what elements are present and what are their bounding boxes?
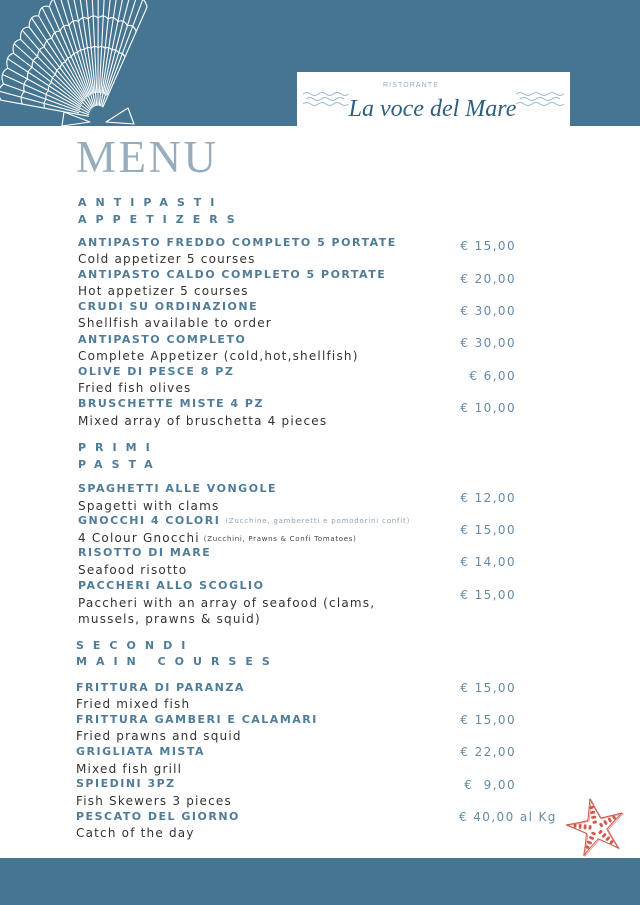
item-description: Complete Appetizer (cold,hot,shellfish) (78, 349, 359, 363)
item-price: € 9,00 (464, 778, 516, 792)
item-name: CRUDI SU ORDINAZIONE (78, 300, 259, 313)
item-description: Hot appetizer 5 courses (78, 284, 249, 298)
item-name: RISOTTO DI MARE (78, 546, 212, 559)
item-name: ANTIPASTO CALDO COMPLETO 5 PORTATE (78, 268, 387, 281)
item-description-note: (Zucchini, Prawns & Confi Tomatoes) (203, 535, 357, 543)
item-price: € 40,00 al Kg (459, 810, 557, 824)
item-description: Seafood risotto (78, 563, 188, 577)
item-price: € 20,00 (460, 272, 516, 286)
restaurant-label: RISTORANTE (383, 82, 439, 89)
item-name: BRUSCHETTE MISTE 4 PZ (78, 397, 264, 410)
section-title-italian: SECONDI (76, 639, 195, 652)
scallop-shell-icon (0, 0, 170, 126)
menu-title: MENU (76, 132, 219, 182)
starfish-icon (560, 794, 632, 858)
item-name: FRITTURA GAMBERI E CALAMARI (76, 713, 318, 726)
section-title-english: PASTA (78, 458, 162, 471)
section-title-english: MAIN COURSES (76, 655, 279, 668)
section-title-italian: PRIMI (78, 441, 159, 454)
item-description: Mixed array of bruschetta 4 pieces (78, 414, 328, 428)
item-name: PACCHERI ALLO SCOGLIO (78, 579, 265, 592)
section-title-italian: ANTIPASTI (78, 196, 224, 209)
item-name: PESCATO DEL GIORNO (76, 810, 240, 823)
item-description: Shellfish available to order (78, 316, 272, 330)
item-name: SPAGHETTI ALLE VONGOLE (78, 482, 278, 495)
item-price: € 15,00 (460, 713, 516, 727)
footer-band (0, 858, 640, 905)
restaurant-name: La voce del Mare (348, 96, 517, 122)
item-name-text: GNOCCHI 4 COLORI (78, 514, 221, 527)
item-description: Paccheri with an array of seafood (clams, mussels, prawns & squid) (78, 596, 376, 626)
item-description: Mixed fish grill (76, 762, 183, 776)
item-description: Fish Skewers 3 pieces (76, 794, 232, 808)
item-description: Spagetti with clams (78, 499, 220, 513)
menu-item (78, 578, 516, 634)
item-name: GRIGLIATA MISTA (76, 745, 205, 758)
item-price: € 22,00 (460, 745, 516, 759)
wave-left-icon (303, 90, 349, 108)
item-price: € 10,00 (460, 401, 516, 415)
item-price: € 6,00 (469, 369, 516, 383)
menu-item (76, 809, 557, 849)
item-description-text: 4 Colour Gnocchi (78, 531, 200, 545)
item-name: SPIEDINI 3PZ (76, 777, 176, 790)
item-name: ANTIPASTO COMPLETO (78, 333, 247, 346)
item-price: € 15,00 (460, 523, 516, 537)
item-description: Catch of the day (76, 826, 195, 840)
menu-item (78, 396, 516, 436)
item-description: Cold appetizer 5 courses (78, 252, 256, 266)
item-name: ANTIPASTO FREDDO COMPLETO 5 PORTATE (78, 236, 397, 249)
restaurant-logo (297, 72, 570, 128)
section-title-english: APPETIZERS (78, 213, 244, 226)
item-description: Fried fish olives (78, 381, 192, 395)
item-name: FRITTURA DI PARANZA (76, 681, 245, 694)
item-price: € 14,00 (460, 555, 516, 569)
item-description: Fried prawns and squid (76, 729, 242, 743)
item-name: OLIVE DI PESCE 8 PZ (78, 365, 235, 378)
item-price: € 12,00 (460, 491, 516, 505)
item-price: € 15,00 (460, 239, 516, 253)
item-price: € 30,00 (460, 304, 516, 318)
item-name (78, 513, 410, 529)
item-price: € 15,00 (460, 588, 516, 602)
wave-right-icon (516, 90, 564, 108)
item-description: Fried mixed fish (76, 697, 191, 711)
item-name-note: (Zucchine, gamberetti e pomodorini confit) (225, 517, 411, 525)
item-price: € 15,00 (460, 681, 516, 695)
item-price: € 30,00 (460, 336, 516, 350)
